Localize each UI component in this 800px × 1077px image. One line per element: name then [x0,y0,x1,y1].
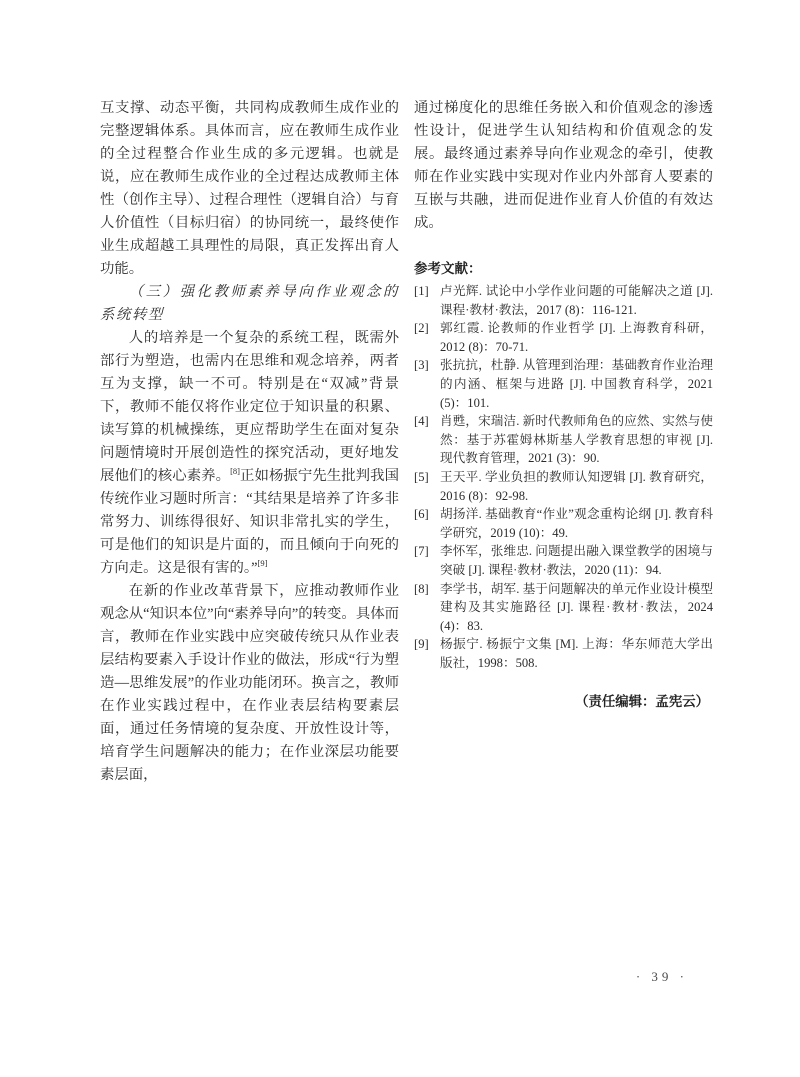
page-number: · 39 · [635,969,688,984]
paragraph [100,327,399,580]
right-column [414,97,713,787]
reference-text: 王天平. 学业负担的教师认知逻辑 [J]. 教育研究，2016 (8)：92-98. [440,469,713,503]
reference-number: [6] [414,507,429,522]
editor-note: （责任编辑：孟宪云） [575,694,709,710]
reference-text: 肖甦，宋瑞洁. 新时代教师角色的应然、实然与使然：基于苏霍姆林斯基人学教育思想的审视 [J]. 现代教育管理，2021 (3)：90. [440,414,713,466]
reference-text: 杨振宁. 杨振宁文集 [M]. 上海：华东师范大学出版社，1998：508. [440,637,713,670]
reference-item [414,412,713,468]
reference-text: 郭红霞. 论教师的作业哲学 [J]. 上海教育科研，2012 (8)：70-71. [440,321,713,354]
two-column-layout [100,97,713,787]
reference-number: [1] [414,284,429,298]
references-heading: 参考文献： [414,261,482,276]
reference-number: [2] [414,321,429,336]
reference-number: [7] [414,544,429,559]
reference-item [414,542,713,579]
paragraph-continuation: 通过梯度化的思维任务嵌入和价值观念的渗透性设计，促进学生认知结构和价值观念的发展。最终通过素养导向作业观念的牵引，使教师在作业实践中实现对作业内外部育人要素的互嵌与共融，进而促进作业育人价值的有效达成。 [414,100,713,231]
paragraph-text: 正如杨振宁先生批判我国传统作业习题时所言：“其结果是培养了许多非常努力、训练得很好、知识非常扎实的学生，可是他们的知识是片面的，而且倾向于向死的方向走。这是很有害的。” [100,468,399,576]
reference-item [414,356,713,412]
reference-number: [4] [414,414,429,429]
paragraph-continuation: 互支撑、动态平衡，共同构成教师生成作业的完整逻辑体系。具体而言，应在教师生成作业的全过程整合作业生成的多元逻辑。也就是说，应在教师生成作业的全过程达成教师主体性（创作主导）、过程合理性（逻辑自洽）与育人价值性（目标归宿）的协同统一，最终使作业生成超越工具理性的局限，真正发挥出育人功能。 [100,100,399,277]
reference-text: 卢光辉. 试论中小学作业问题的可能解决之道 [J]. 课程·教材·教法，2017 (8)：116-121. [440,284,713,317]
reference-number: [3] [414,358,429,373]
citation-marker: [8] [230,466,240,476]
paragraph: 在新的作业改革背景下，应推动教师作业观念从“知识本位”向“素养导向”的转变。具体而言，教师在作业实践中应突破传统只从作业表层结构要素入手设计作业的做法，形成“行为塑造—思维发展”的作业功能闭环。换言之，教师在作业实践过程中，在作业表层结构要素层面，通过任务情境的复杂度、开放性设计等，培育学生问题解决的能力；在作业深层功能要素层面， [100,583,399,783]
reference-text: 胡扬洋. 基础教育“作业”观念重构论纲 [J]. 教育科学研究，2019 (10)：49. [440,507,713,540]
section-heading: （三）强化教师素养导向作业观念的系统转型 [100,284,399,323]
reference-item [414,580,713,636]
reference-text: 李怀军，张维忠. 问题提出融入课堂教学的困境与突破 [J]. 课程·教材·教法，2020 (11)：94. [440,544,713,577]
reference-text: 李学书，胡军. 基于问题解决的单元作业设计模型建构及其实施路径 [J]. 课程·教材·教法，2024 (4)：83. [440,581,713,633]
reference-number: [5] [414,469,429,484]
paragraph-text: 人的培养是一个复杂的系统工程，既需外部行为塑造，也需内在思维和观念培养，两者互为支撑，缺一不可。特别是在“双减”背景下，教师不能仅将作业定位于知识量的积累、读写算的机械操练，更应帮助学生在面对复杂问题情境时开展创造性的探究活动，更好地发展他们的核心素养。 [100,330,399,484]
reference-item [414,468,713,505]
left-column [100,97,399,787]
reference-item [414,282,713,319]
references-list [414,282,713,672]
reference-item [414,319,713,356]
reference-number: [9] [414,637,429,652]
reference-item [414,635,713,672]
citation-marker: [9] [257,558,268,568]
reference-number: [8] [414,581,429,596]
reference-text: 张抗抗，杜静. 从管理到治理：基础教育作业治理的内涵、框架与进路 [J]. 中国教育科学，2021 (5)：101. [440,358,713,410]
reference-item [414,505,713,542]
